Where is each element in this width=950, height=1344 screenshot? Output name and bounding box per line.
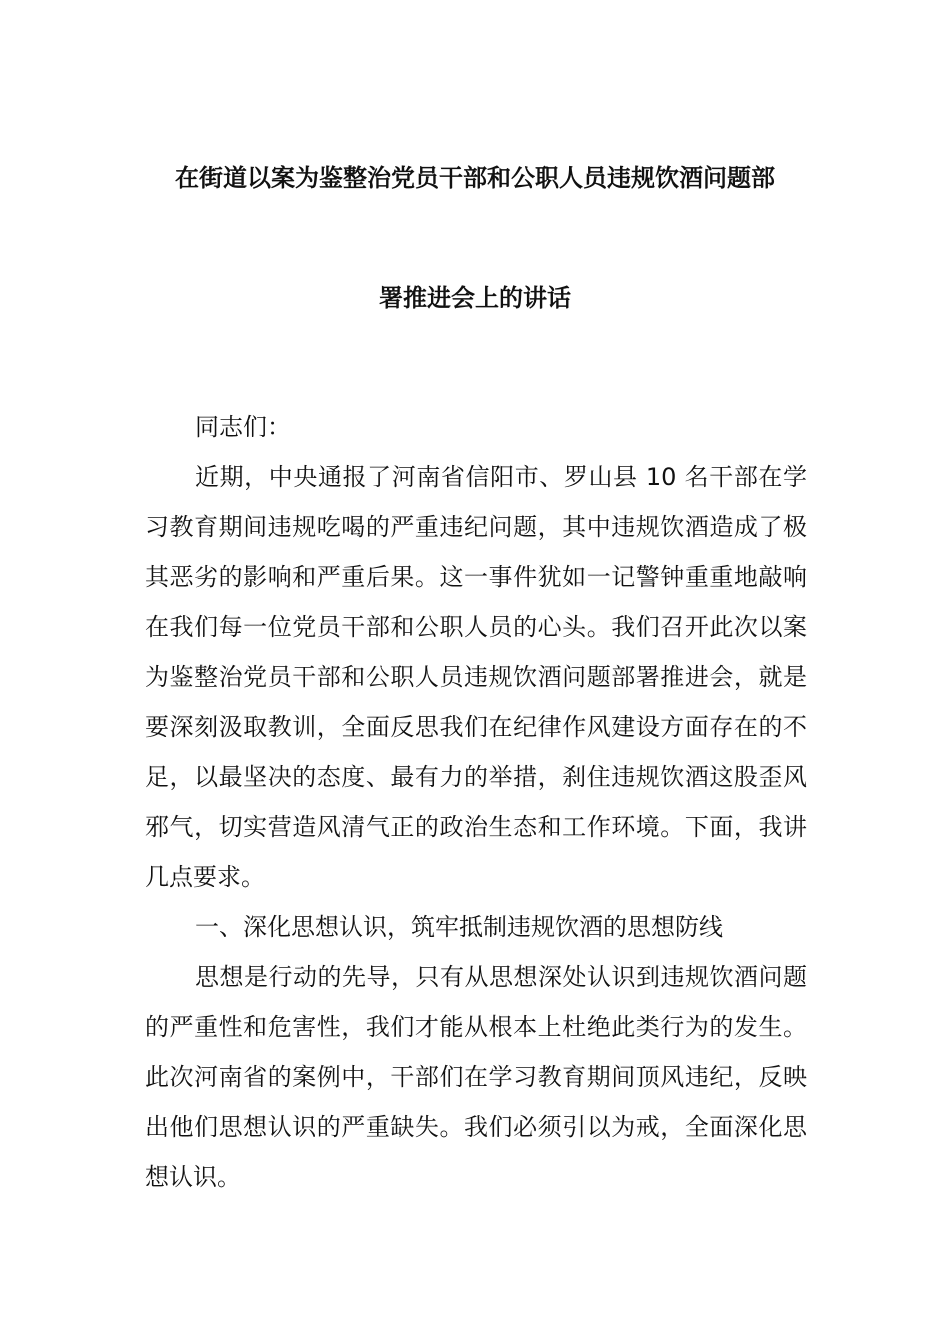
salutation-paragraph: 同志们： (195, 413, 291, 441)
title-line-2: 署推进会上的讲话 (379, 284, 571, 312)
title-line-1: 在街道以案为鉴整治党员干部和公职人员违规饮酒问题部 (175, 164, 775, 192)
section-heading-1: 一、深化思想认识，筑牢抵制违规饮酒的思想防线 (195, 913, 723, 941)
section-1-paragraph: 思想是行动的先导，只有从思想深处认识到违规饮酒问题的严重性和危害性，我们才能从根本上杜绝此类行为的发生。此次河南省的案例中，干部们在学习教育期间顶风违纪，反映出他们思想认识的严重缺失。我们必须引以为戒，全面深化思想认识。 (145, 963, 807, 1191)
intro-paragraph: 近期，中央通报了河南省信阳市、罗山县 10 名干部在学习教育期间违规吃喝的严重违纪问题，其中违规饮酒造成了极其恶劣的影响和严重后果。这一事件犹如一记警钟重重地敲响在我们每一位党员干部和公职人员的心头。我们召开此次以案为鉴整治党员干部和公职人员违规饮酒问题部署推进会，就是要深刻汲取教训，全面反思我们在纪律作风建设方面存在的不足，以最坚决的态度、最有力的举措，刹住违规饮酒这股歪风邪气，切实营造风清气正的政治生态和工作环境。下面，我讲几点要求。 (145, 463, 807, 891)
speech-body (145, 402, 807, 1202)
